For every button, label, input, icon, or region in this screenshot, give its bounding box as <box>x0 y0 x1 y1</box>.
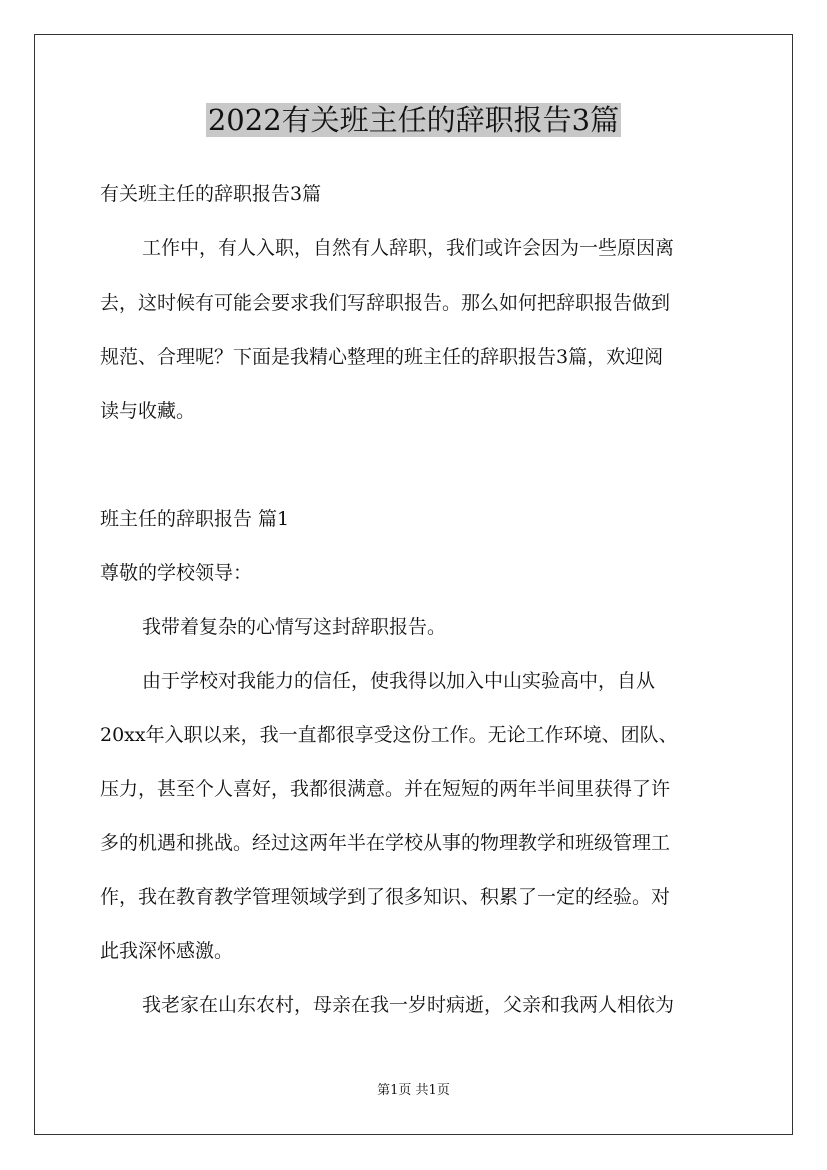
intro-line: 读与收藏。 <box>100 400 196 422</box>
body-line: 20xx年入职以来，我一直都很享受这份工作。无论工作环境、团队、 <box>100 724 678 746</box>
salutation: 尊敬的学校领导： <box>100 562 253 584</box>
section-heading: 班主任的辞职报告 篇1 <box>100 508 290 530</box>
intro-line: 去，这时候有可能会要求我们写辞职报告。那么如何把辞职报告做到 <box>100 292 671 314</box>
document-title <box>0 100 827 140</box>
intro-line: 规范、合理呢？下面是我精心整理的班主任的辞职报告3篇，欢迎阅 <box>100 346 664 368</box>
body-line: 我带着复杂的心情写这封辞职报告。 <box>142 616 447 638</box>
page-footer: 第1页 共1页 <box>377 1083 450 1098</box>
body-line: 由于学校对我能力的信任，使我得以加入中山实验高中，自从 <box>142 670 656 692</box>
body-line: 多的机遇和挑战。经过这两年半在学校从事的物理教学和班级管理工 <box>100 832 671 854</box>
body-line: 作，我在教育教学管理领域学到了很多知识、积累了一定的经验。对 <box>100 886 671 908</box>
body-line: 压力，甚至个人喜好，我都很满意。并在短短的两年半间里获得了许 <box>100 778 671 800</box>
body-line: 此我深怀感激。 <box>100 940 234 962</box>
body-line: 我老家在山东农村，母亲在我一岁时病逝，父亲和我两人相依为 <box>142 994 675 1016</box>
document-title-text: 2022有关班主任的辞职报告3篇 <box>207 103 620 137</box>
document-subtitle: 有关班主任的辞职报告3篇 <box>100 183 322 205</box>
intro-line: 工作中，有人入职，自然有人辞职，我们或许会因为一些原因离 <box>142 237 675 259</box>
